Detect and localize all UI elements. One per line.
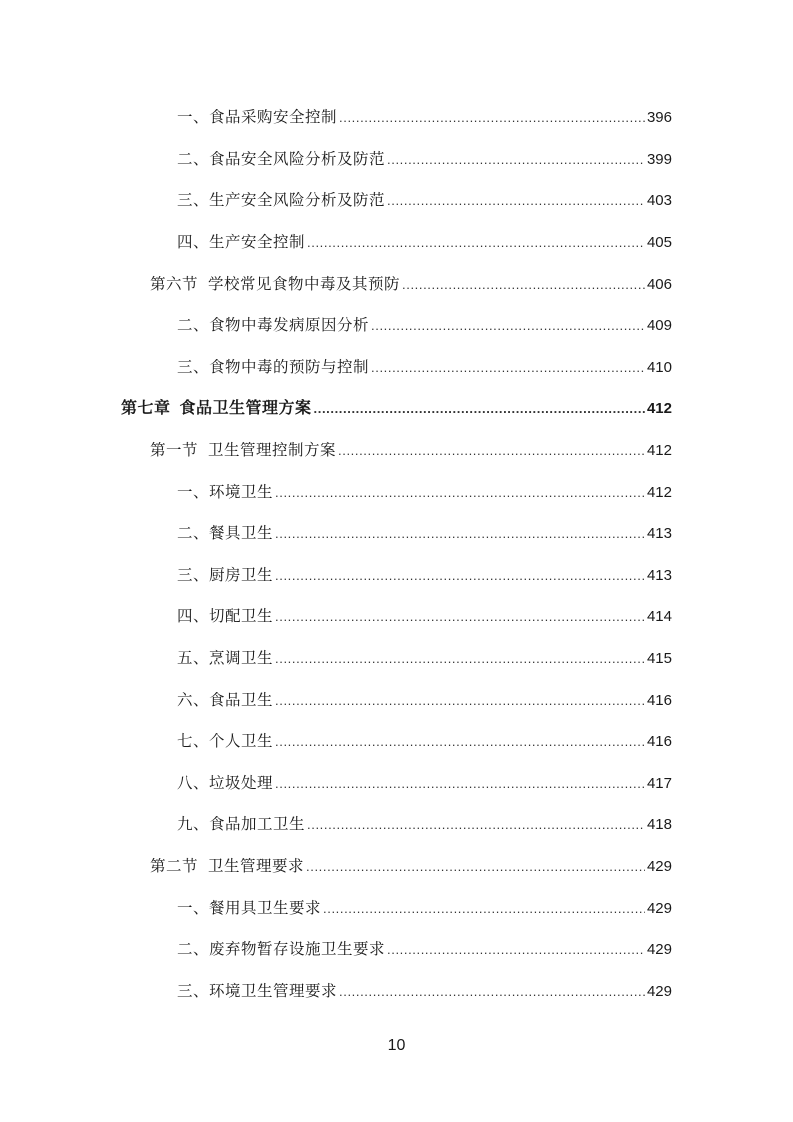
toc-entry-page: 415 [646, 650, 672, 668]
toc-section-number: 第二节 [150, 856, 199, 875]
toc-entry-label: 三、环境卫生管理要求 [177, 981, 338, 1000]
toc-entry-page: 399 [646, 150, 672, 168]
toc-entry-page: 429 [646, 899, 672, 917]
toc-entry-label: 三、生产安全风险分析及防范 [177, 191, 386, 210]
toc-entry-item[interactable] [0, 305, 793, 347]
dot-leader [387, 940, 645, 960]
toc-entry-label: 一、餐用具卫生要求 [177, 898, 322, 917]
toc-entry-label: 四、切配卫生 [177, 607, 274, 626]
dot-leader [371, 358, 645, 378]
toc-entry-section[interactable] [0, 846, 793, 888]
toc-entry-label: 五、烹调卫生 [177, 649, 274, 668]
dot-leader [307, 233, 645, 253]
toc-entry-label: 二、餐具卫生 [177, 524, 274, 543]
dot-leader [338, 441, 645, 461]
toc-entry-item[interactable] [0, 929, 793, 971]
toc-entry-item[interactable] [0, 139, 793, 181]
dot-leader [275, 774, 645, 794]
toc-entry-label: 一、环境卫生 [177, 482, 274, 501]
toc-entry-label: 九、食品加工卫生 [177, 815, 306, 834]
toc-entry-item[interactable] [0, 721, 793, 763]
toc-entry-item[interactable] [0, 804, 793, 846]
toc-entry-label: 学校常见食物中毒及其预防 [208, 274, 401, 293]
toc-section-number: 第六节 [150, 274, 199, 293]
dot-leader [387, 191, 645, 211]
toc-entry-page: 403 [646, 192, 672, 210]
toc-entry-item[interactable] [0, 555, 793, 597]
toc-entry-page: 410 [646, 358, 672, 376]
dot-leader [275, 483, 645, 503]
toc-entry-page: 412 [646, 442, 672, 460]
toc-entry-page: 412 [646, 400, 672, 418]
toc-section-number: 第一节 [150, 441, 199, 460]
toc-entry-page: 416 [646, 733, 672, 751]
dot-leader [275, 566, 645, 586]
toc-entry-section[interactable] [0, 263, 793, 305]
toc-entry-item[interactable] [0, 347, 793, 389]
dot-leader [306, 857, 645, 877]
toc-entry-label: 七、个人卫生 [177, 732, 274, 751]
toc-entry-label: 食品卫生管理方案 [179, 398, 312, 418]
dot-leader [371, 316, 645, 336]
dot-leader [323, 899, 645, 919]
dot-leader [275, 524, 645, 544]
toc-entry-item[interactable] [0, 513, 793, 555]
toc-entry-item[interactable] [0, 596, 793, 638]
toc-entry-item[interactable] [0, 638, 793, 680]
toc-entry-label: 二、食品安全风险分析及防范 [177, 149, 386, 168]
toc-entry-item[interactable] [0, 180, 793, 222]
toc-entry-label: 卫生管理要求 [208, 856, 305, 875]
toc-entry-item[interactable] [0, 763, 793, 805]
toc-entry-label: 三、厨房卫生 [177, 565, 274, 584]
dot-leader [339, 982, 645, 1002]
toc-entry-page: 417 [646, 774, 672, 792]
toc-entry-item[interactable] [0, 887, 793, 929]
toc-entry-label: 四、生产安全控制 [177, 233, 306, 252]
toc-entry-page: 406 [646, 275, 672, 293]
toc-entry-label: 三、食物中毒的预防与控制 [177, 357, 370, 376]
dot-leader [402, 275, 645, 295]
toc-entry-section[interactable] [0, 430, 793, 472]
toc-entry-label: 二、废弃物暂存设施卫生要求 [177, 940, 386, 959]
toc-entry-page: 429 [646, 982, 672, 1000]
toc-entry-page: 429 [646, 857, 672, 875]
dot-leader [275, 691, 645, 711]
toc-entry-chapter[interactable] [0, 388, 793, 430]
toc-entry-label: 八、垃圾处理 [177, 773, 274, 792]
dot-leader [314, 399, 645, 419]
toc-entry-page: 413 [646, 566, 672, 584]
toc-entry-page: 418 [646, 816, 672, 834]
dot-leader [387, 150, 645, 170]
toc-entry-page: 412 [646, 483, 672, 501]
toc-entry-item[interactable] [0, 471, 793, 513]
toc-entry-page: 413 [646, 525, 672, 543]
toc-entry-item[interactable] [0, 222, 793, 264]
page-number: 10 [387, 1037, 406, 1054]
dot-leader [275, 649, 645, 669]
toc-entry-page: 429 [646, 941, 672, 959]
toc-entry-page: 409 [646, 317, 672, 335]
toc-entry-page: 396 [646, 109, 672, 127]
toc-entry-label: 一、食品采购安全控制 [177, 108, 338, 127]
toc-entry-page: 405 [646, 234, 672, 252]
dot-leader [275, 607, 645, 627]
toc-entry-label: 卫生管理控制方案 [208, 441, 337, 460]
toc-chapter-number: 第七章 [121, 398, 171, 418]
dot-leader [339, 108, 645, 128]
toc-entry-label: 六、食品卫生 [177, 690, 274, 709]
toc-entry-item[interactable] [0, 97, 793, 139]
dot-leader [275, 732, 645, 752]
toc-entry-label: 二、食物中毒发病原因分析 [177, 316, 370, 335]
toc-entry-page: 416 [646, 691, 672, 709]
toc-entry-item[interactable] [0, 679, 793, 721]
dot-leader [307, 815, 645, 835]
table-of-contents [0, 97, 793, 1012]
toc-entry-page: 414 [646, 608, 672, 626]
toc-entry-item[interactable] [0, 970, 793, 1012]
